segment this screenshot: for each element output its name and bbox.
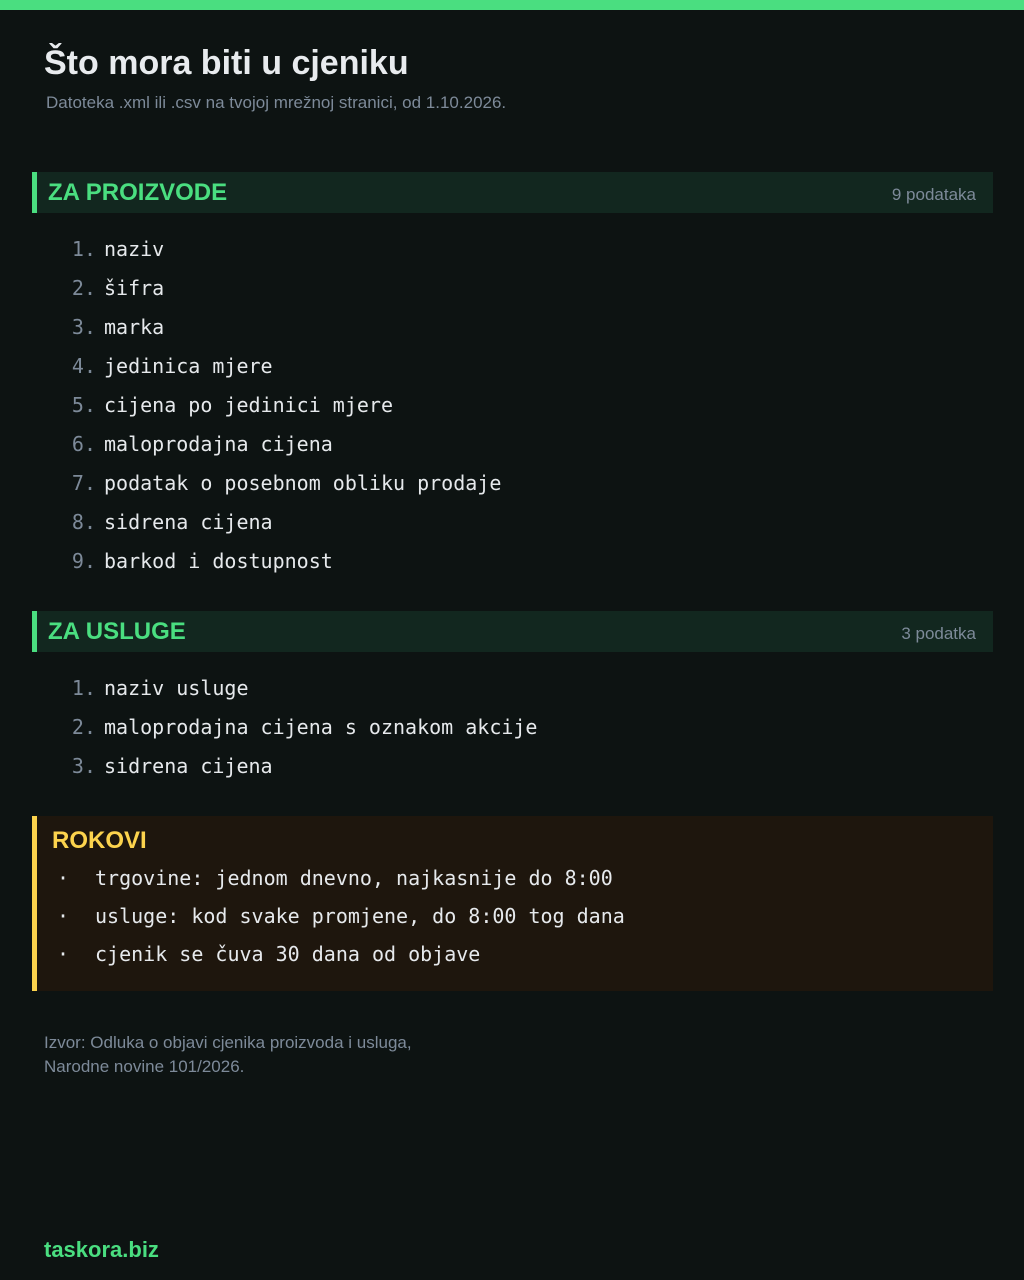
deadlines-list bbox=[37, 864, 937, 978]
deadlines-box bbox=[32, 816, 993, 991]
products-count: 9 podataka bbox=[891, 185, 976, 204]
item-number: 1. bbox=[71, 237, 96, 261]
bullet-dot: · bbox=[57, 942, 70, 966]
source-line-1: Izvor: Odluka o objavi cjenika proizvoda i usluga, bbox=[44, 1033, 412, 1052]
list-item bbox=[0, 752, 1024, 791]
item-number: 4. bbox=[71, 354, 96, 378]
item-number: 1. bbox=[71, 676, 96, 700]
item-number: 8. bbox=[71, 510, 96, 534]
deadlines-heading: ROKOVI bbox=[52, 827, 147, 854]
source-line-2: Narodne novine 101/2026. bbox=[44, 1057, 245, 1076]
item-text: naziv bbox=[104, 237, 165, 261]
list-item bbox=[37, 940, 937, 978]
services-heading: ZA USLUGE bbox=[48, 618, 186, 645]
item-number: 3. bbox=[71, 754, 96, 778]
item-text: jedinica mjere bbox=[104, 354, 273, 378]
deadline-text: trgovine: jednom dnevno, najkasnije do 8:00 bbox=[95, 866, 613, 890]
item-text: sidrena cijena bbox=[104, 510, 273, 534]
item-text: sidrena cijena bbox=[104, 754, 273, 778]
item-number: 3. bbox=[71, 315, 96, 339]
list-item bbox=[0, 352, 1024, 391]
list-item bbox=[0, 235, 1024, 274]
list-item bbox=[0, 508, 1024, 547]
services-section-header bbox=[32, 611, 993, 652]
item-number: 5. bbox=[71, 393, 96, 417]
item-text: maloprodajna cijena bbox=[104, 432, 333, 456]
item-number: 6. bbox=[71, 432, 96, 456]
services-list bbox=[0, 674, 1024, 791]
source-note bbox=[44, 1031, 412, 1079]
item-text: marka bbox=[104, 315, 165, 339]
page-title: Što mora biti u cjeniku bbox=[44, 44, 409, 82]
item-number: 7. bbox=[71, 471, 96, 495]
list-item bbox=[0, 469, 1024, 508]
bullet-dot: · bbox=[57, 904, 70, 928]
deadline-text: usluge: kod svake promjene, do 8:00 tog dana bbox=[95, 904, 625, 928]
bullet-dot: · bbox=[57, 866, 70, 890]
list-item bbox=[0, 674, 1024, 713]
item-text: šifra bbox=[104, 276, 165, 300]
page-subtitle: Datoteka .xml ili .csv na tvojoj mrežnoj stranici, od 1.10.2026. bbox=[46, 93, 507, 112]
item-text: cijena po jedinici mjere bbox=[104, 393, 393, 417]
item-text: maloprodajna cijena s oznakom akcije bbox=[104, 715, 538, 739]
list-item bbox=[37, 902, 937, 940]
item-number: 2. bbox=[71, 276, 96, 300]
list-item bbox=[0, 391, 1024, 430]
top-accent-bar bbox=[0, 0, 1024, 10]
brand-footer: taskora.biz bbox=[44, 1237, 159, 1262]
item-number: 9. bbox=[71, 549, 96, 573]
list-item bbox=[0, 713, 1024, 752]
products-heading: ZA PROIZVODE bbox=[48, 179, 228, 206]
list-item bbox=[37, 864, 937, 902]
products-list bbox=[0, 235, 1024, 586]
list-item bbox=[0, 547, 1024, 586]
item-text: podatak o posebnom obliku prodaje bbox=[104, 471, 502, 495]
list-item bbox=[0, 313, 1024, 352]
products-section-header bbox=[32, 172, 993, 213]
item-text: barkod i dostupnost bbox=[104, 549, 333, 573]
list-item bbox=[0, 274, 1024, 313]
item-number: 2. bbox=[71, 715, 96, 739]
item-text: naziv usluge bbox=[104, 676, 249, 700]
deadline-text: cjenik se čuva 30 dana od objave bbox=[95, 942, 481, 966]
services-count: 3 podatka bbox=[901, 624, 976, 643]
list-item bbox=[0, 430, 1024, 469]
